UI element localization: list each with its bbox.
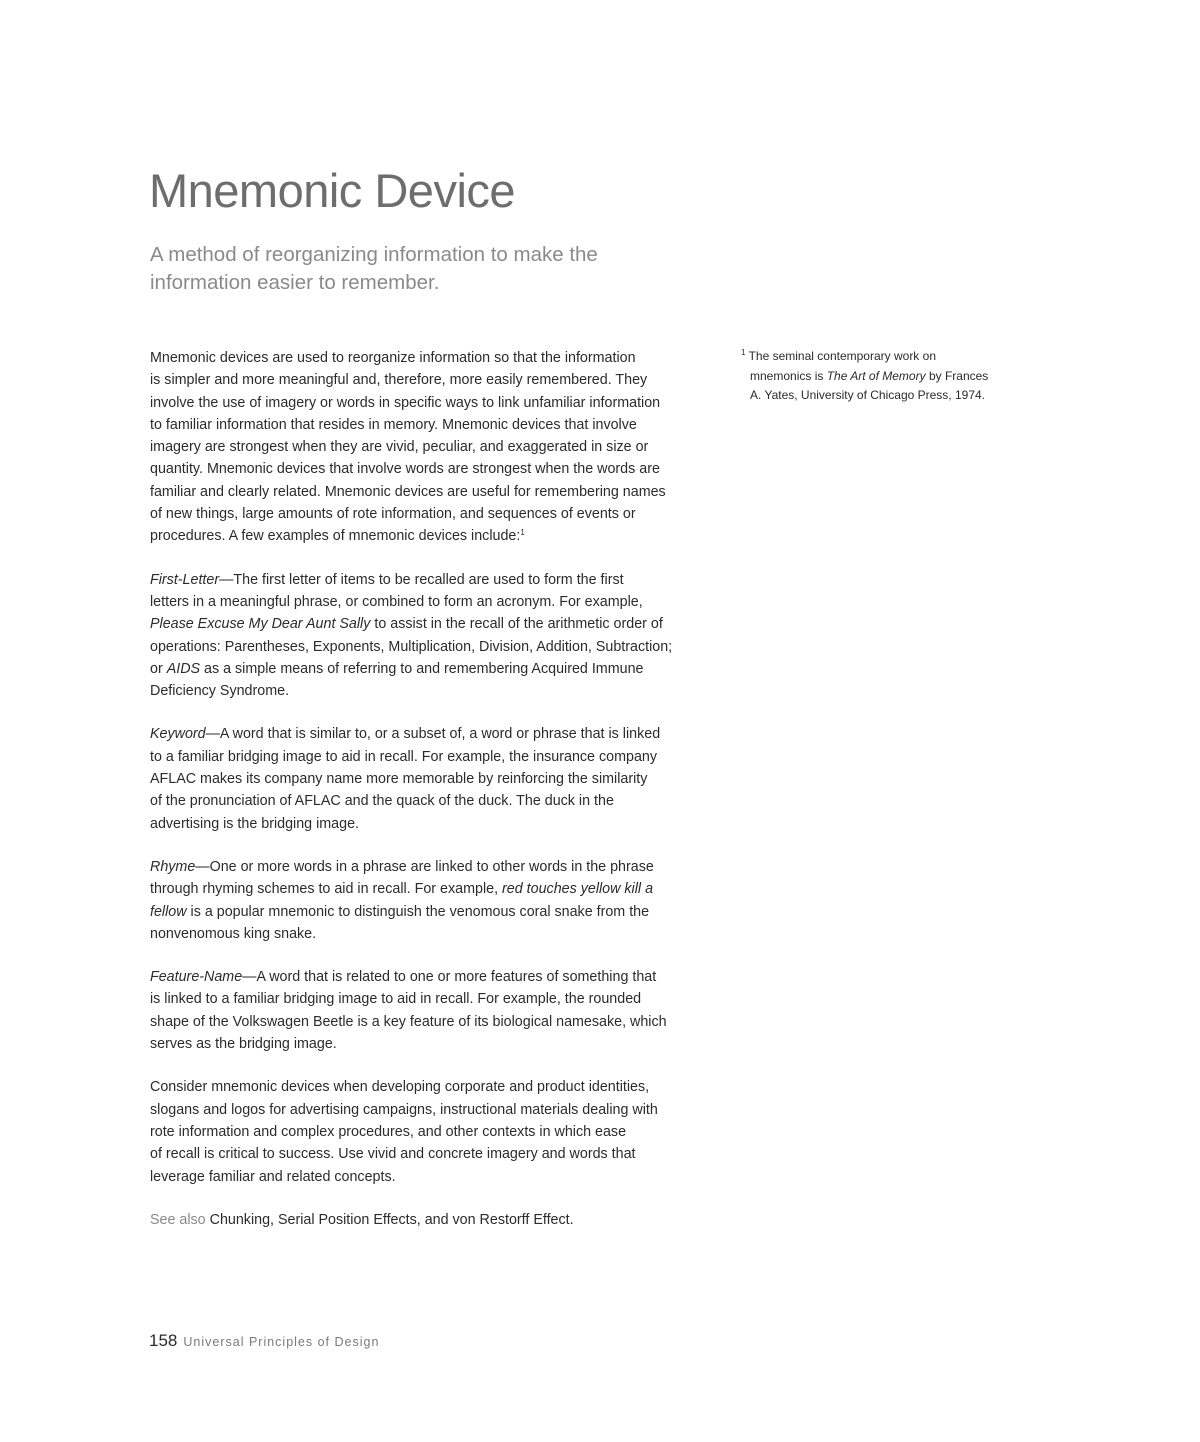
first-letter-term: First-Letter <box>150 571 220 588</box>
page-number: 158 <box>149 1331 178 1350</box>
see-also-label: See also <box>150 1211 206 1228</box>
intro-line: quantity. Mnemonic devices that involve words are strongest when the words are <box>150 461 660 478</box>
intro-line: involve the use of imagery or words in specific ways to link unfamiliar information <box>150 394 661 411</box>
example-phrase: Please Excuse My Dear Aunt Sally <box>150 616 371 633</box>
rhyme-term: Rhyme <box>150 858 196 875</box>
cited-book-title: The Art of Memory <box>826 368 926 383</box>
intro-line: familiar and clearly related. Mnemonic devices are useful for remembering names <box>150 483 666 500</box>
intro-paragraph <box>150 347 718 548</box>
footnote-number: 1 <box>741 348 746 357</box>
see-also-list: Chunking, Serial Position Effects, and von Restorff Effect. <box>205 1211 574 1228</box>
first-letter-paragraph: First-Letter—The first letter of items to be recalled are used to form the first letters in a meaningful phrase, or combined to form an acronym. For example, Please Excuse My Dear Aunt Sally to assist in the recall of the arithmetic order of operations: Parentheses, Exponents, Multiplication, Division, Addition, Subtraction; or AIDS as a simple means of referring to and remembering Acquired Immune Deficiency Syndrome. <box>150 571 673 700</box>
intro-last-line-text: procedures. A few examples of mnemonic devices include: <box>150 528 521 545</box>
rhyme-paragraph: Rhyme—One or more words in a phrase are linked to other words in the phrase through rhyming schemes to aid in recall. For example, red touches yellow kill a fellow is a popular mnemonic to distinguish the venomous coral snake from the nonvenomous king snake. <box>150 858 654 942</box>
example-rhyme-end: fellow <box>150 903 187 920</box>
consider-paragraph: Consider mnemonic devices when developing corporate and product identities, slogans and logos for advertising campaigns, instructional materials dealing with rote information and complex procedures, and other contexts in which ease of recall is critical to success. Use vivid and concrete imagery and words that leverage familiar and related concepts. <box>150 1079 658 1185</box>
body-text <box>150 347 718 1252</box>
keyword-term: Keyword <box>150 726 206 743</box>
intro-line: of new things, large amounts of rote information, and sequences of events or <box>150 506 636 523</box>
book-title: Universal Principles of Design <box>183 1335 380 1349</box>
example-rhyme: red touches yellow kill a <box>502 881 654 898</box>
footnote-reference: 1 <box>520 528 525 538</box>
intro-line <box>150 525 718 547</box>
intro-line: Mnemonic devices are used to reorganize information so that the information <box>150 350 636 366</box>
page-footer <box>149 1331 379 1351</box>
see-also-paragraph <box>150 1209 718 1231</box>
intro-line: is simpler and more meaningful and, therefore, more easily remembered. They <box>150 372 648 389</box>
keyword-paragraph: Keyword—A word that is similar to, or a subset of, a word or phrase that is linked to a familiar bridging image to aid in recall. For example, the insurance company AFLAC makes its company name more memorable by reinforcing the similarity of the pronunciation of AFLAC and the quack of the duck. The duck in the advertising is the bridging image. <box>150 726 661 832</box>
intro-line: to familiar information that resides in memory. Mnemonic devices that involve <box>150 416 637 433</box>
definition-subtitle: A method of reorganizing information to make the information easier to remember. <box>150 243 598 294</box>
feature-name-term: Feature-Name <box>150 969 243 986</box>
footnote: $^1$ The seminal contemporary work on mnemonics is The Art of Memory by Frances A. Yates, University of Chicago Press, 1974. <box>741 348 989 402</box>
intro-line: imagery are strongest when they are vivid, peculiar, and exaggerated in size or <box>150 439 649 456</box>
feature-name-paragraph: Feature-Name—A word that is related to one or more features of something that is linked to a familiar bridging image to aid in recall. For example, the rounded shape of the Volkswagen Beetle is a key feature of its biological namesake, which serves as the bridging image. <box>150 969 667 1053</box>
page-title: Mnemonic Device <box>149 164 516 217</box>
example-acronym: AIDS <box>166 660 201 677</box>
